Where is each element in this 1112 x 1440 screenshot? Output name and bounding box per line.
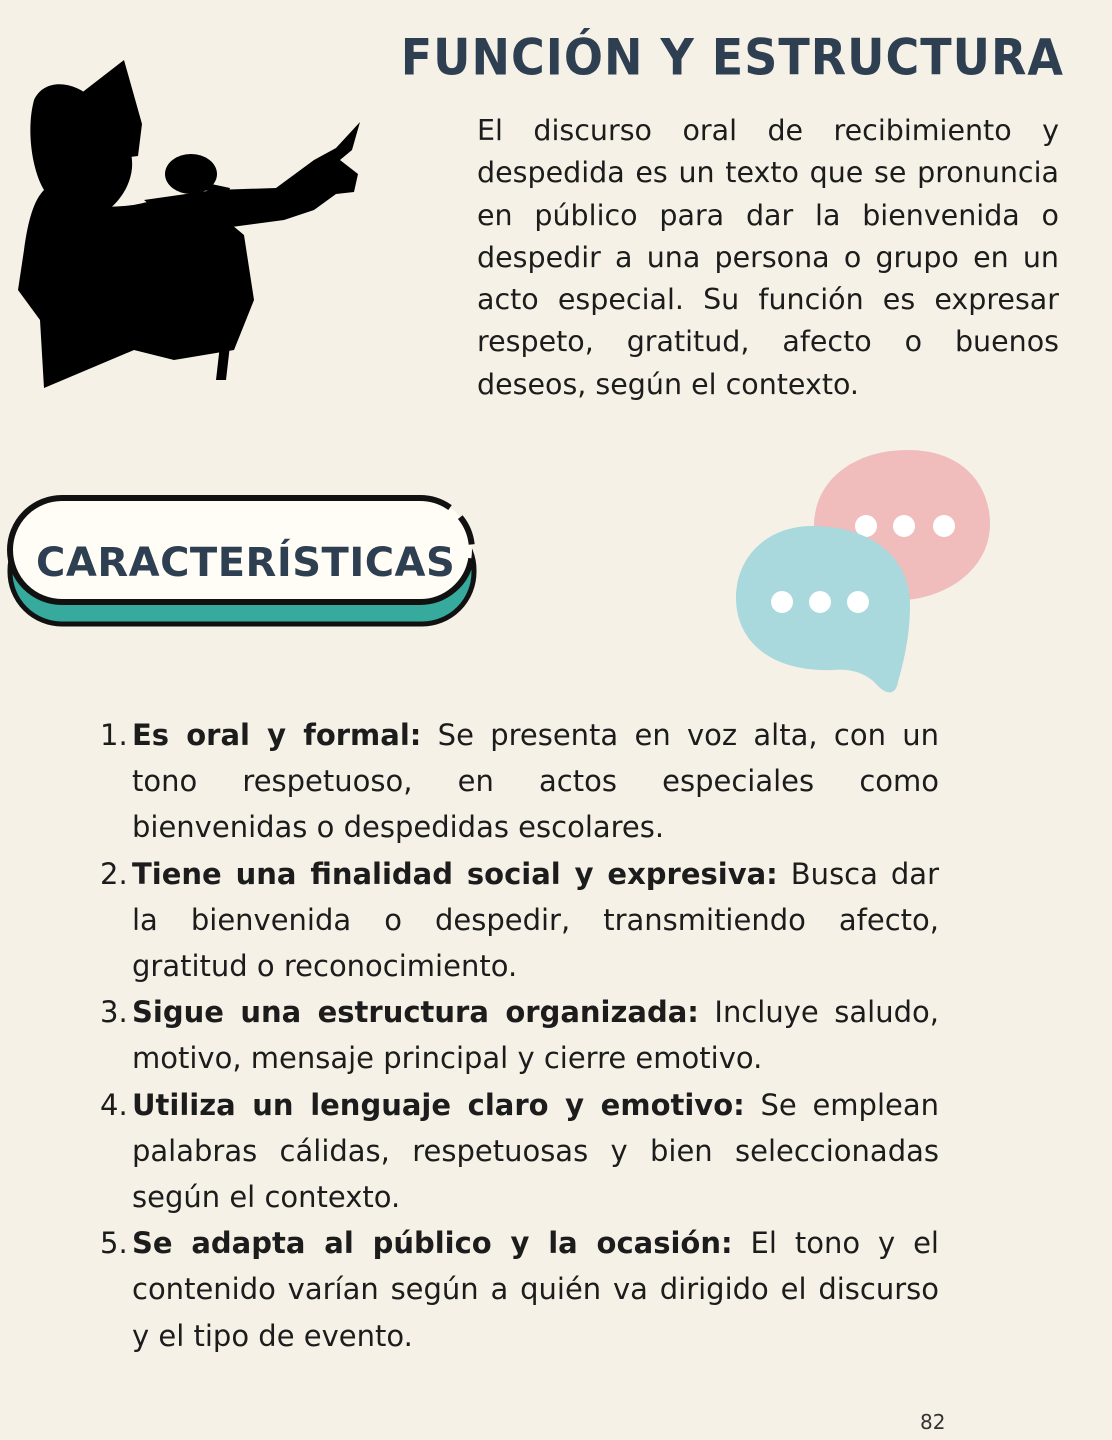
list-term: Utiliza un lenguaje claro y emotivo: [132, 1087, 745, 1122]
list-text: Se emplean palabras cálidas, respetuosas y bien seleccionadas según el contexto. [132, 1087, 939, 1215]
list-term: Es oral y formal: [132, 718, 422, 752]
speaker-silhouette-icon [14, 60, 364, 390]
list-item [94, 851, 939, 990]
chat-bubbles-icon [728, 446, 998, 696]
list-number: 1. [100, 718, 128, 752]
section-heading: CARACTERÍSTICAS [36, 540, 456, 586]
list-number: 2. [100, 856, 128, 891]
list-number: 3. [100, 995, 128, 1030]
list-text: El tono y el contenido varían según a quién va dirigido el discurso y el tipo de evento. [132, 1226, 939, 1353]
page-number: 82 [920, 1410, 946, 1434]
list-item [94, 712, 939, 851]
list-number: 5. [100, 1226, 128, 1261]
list-item [94, 1082, 939, 1221]
list-text: Incluye saludo, motivo, mensaje principal y cierre emotivo. [132, 995, 939, 1076]
list-text: Se presenta en voz alta, con un tono respetuoso, en actos especiales como bienvenidas o despedidas escolares. [132, 718, 939, 845]
intro-paragraph: El discurso oral de recibimiento y despedida es un texto que se pronuncia en público para dar la bienvenida o despedir a una persona o grupo en un acto especial. Su función es expresar respeto, gratitud, afecto o buenos deseos, según el contexto. [477, 114, 1059, 401]
page-title: FUNCIÓN Y ESTRUCTURA [400, 27, 1064, 87]
list-number: 4. [100, 1087, 128, 1122]
list-item [94, 1220, 939, 1359]
characteristics-list [94, 712, 939, 1359]
list-text: Busca dar la bienvenida o despedir, transmitiendo afecto, gratitud o reconocimiento. [132, 856, 939, 984]
list-item [94, 989, 939, 1081]
list-term: Sigue una estructura organizada: [132, 995, 699, 1030]
list-term: Tiene una finalidad social y expresiva: [132, 856, 778, 891]
list-term: Se adapta al público y la ocasión: [132, 1226, 733, 1261]
